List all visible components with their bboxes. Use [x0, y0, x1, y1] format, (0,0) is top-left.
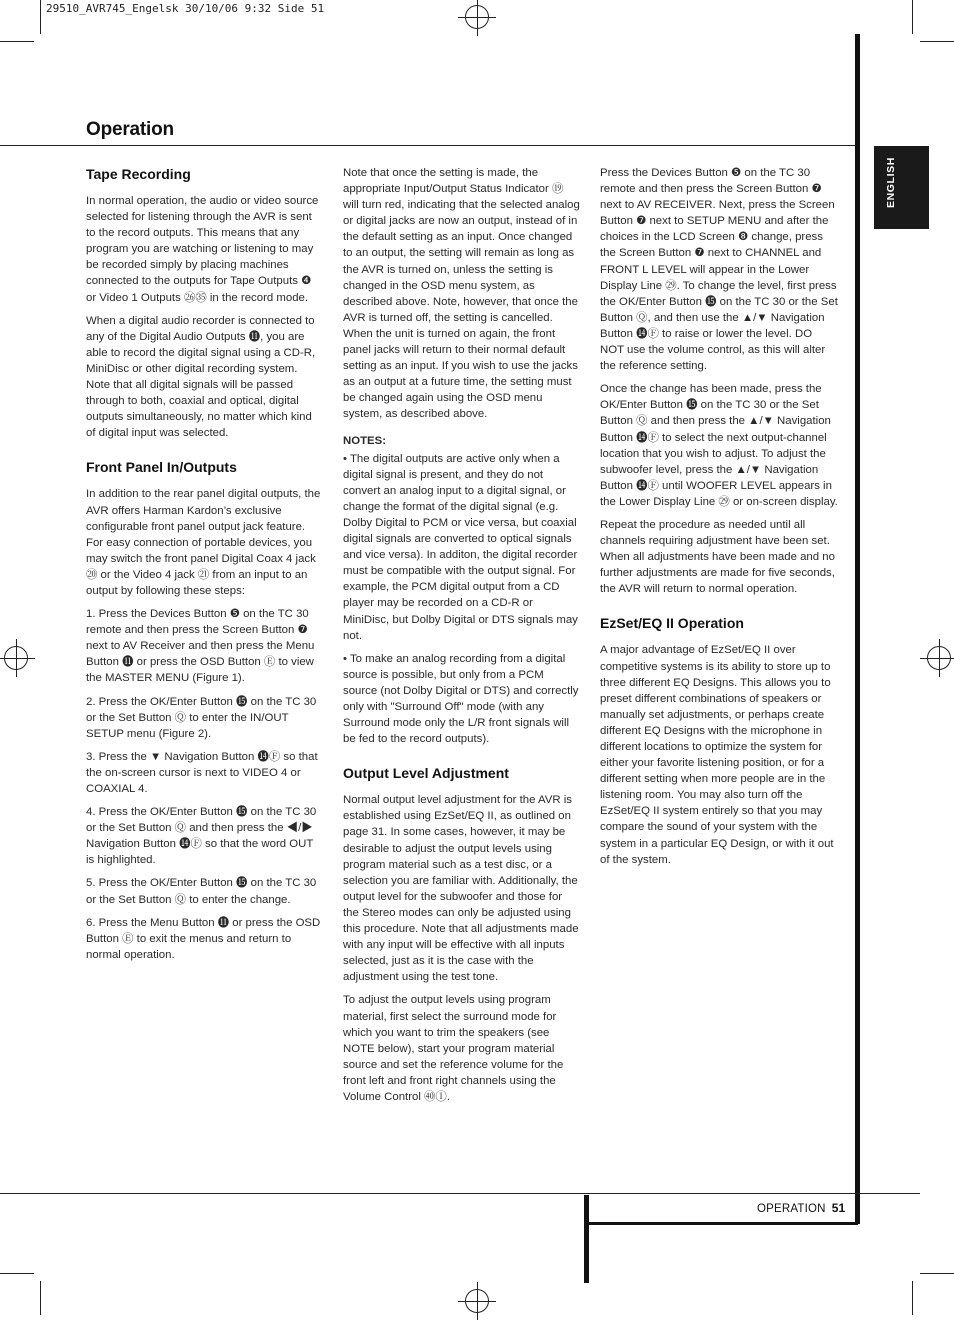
heading-output-level: Output Level Adjustment — [343, 765, 509, 782]
page-edge-bar — [855, 34, 860, 1224]
paragraph: To adjust the output levels using program material, first select the surround mode for which you want to trim the speakers (see NOTE below), start your program material source and set the reference volume for the front left and front right channels using the Volume Control ㊵Ⓘ. — [343, 994, 564, 1103]
page-footer — [757, 1201, 845, 1215]
crop-mark — [0, 41, 34, 42]
crop-mark — [40, 1281, 41, 1315]
registration-mark-icon — [927, 646, 951, 670]
note-1: • The digital outputs are active only when a digital signal is present, and they do not convert an analog input to a digital signal, or change the format of the digital signal (e.g. Dolby Digital to PCM or vice versa, but coaxial digital signals are converted to optical signals and vice versa). In additon, the digital recorder must be compatible with the output signal. For example, the PCM digital output from a CD player may be recorded on a CD-R or MiniDisc, but Dolby Digital or DTS signals may not. — [343, 452, 578, 642]
crop-mark — [40, 0, 41, 34]
step-3: 3. Press the ▼ Navigation Button ⓮Ⓕ so that the on-screen cursor is next to VIDEO 4 or COAXIAL 4. — [86, 750, 318, 795]
crop-mark — [912, 0, 913, 34]
crop-mark — [920, 41, 954, 42]
footer-underline — [586, 1222, 858, 1225]
paragraph: In addition to the rear panel digital outputs, the AVR offers Harman Kardon’s exclusive configurable front panel output jack feature. For easy connection of portable devices, you may switch the front panel Digital Coax 4 jack ⑳ or the Video 4 jack ㉑ from an input to an output by following these steps: — [86, 488, 321, 597]
footer-bar — [584, 1195, 589, 1283]
heading-front-panel: Front Panel In/Outputs — [86, 459, 237, 476]
crop-mark — [0, 1273, 34, 1274]
crop-mark — [912, 1281, 913, 1315]
language-tab — [874, 146, 929, 229]
footer-section: OPERATION — [757, 1203, 826, 1215]
step-1: 1. Press the Devices Button ❺ on the TC 30 remote and then press the Screen Button ❼ next to AV Receiver and then press the Menu Button ⓫ or press the OSD Button Ⓔ to view the MASTER MENU (Figure 1). — [86, 608, 315, 685]
heading-tape-recording: Tape Recording — [86, 166, 191, 182]
step-4: 4. Press the OK/Enter Button ⓯ on the TC 30 or the Set Button Ⓠ and then press the ◀/▶ Navigation Button ⓮Ⓕ so that the word OUT is highlighted. — [86, 806, 317, 867]
step-2: 2. Press the OK/Enter Button ⓯ on the TC 30 or the Set Button Ⓠ to enter the IN/OUT SETUP menu (Figure 2). — [86, 695, 317, 740]
paragraph: Once the change has been made, press the OK/Enter Button ⓯ on the TC 30 or the Set Button Ⓠ and then press the ▲/▼ Navigation Button ⓮Ⓕ to select the next output-channel location that you wish to adjust. To adjust the subwoofer level, press the ▲/▼ Navigation Button ⓮Ⓕ until WOOFER LEVEL appears in the Lower Display Line ㉙ or on-screen display. — [600, 383, 838, 508]
registration-mark-icon — [465, 5, 489, 29]
column-3 — [600, 165, 838, 875]
crop-mark — [920, 1273, 954, 1274]
paragraph: In normal operation, the audio or video source selected for listening through the AVR is sent to the record outputs. This means that any program you are watching or listening to may be recorded simply by placing machines connected to the outputs for Tape Outputs ❹ or Video 1 Outputs ㉖㉟ in the record mode. — [86, 195, 319, 304]
notes-label: NOTES: — [343, 434, 387, 447]
paragraph: Press the Devices Button ❺ on the TC 30 remote and then press the Screen Button ❼ next to AV RECEIVER. Next, press the Screen Button ❼ next to SETUP MENU and after the choices in the LCD Screen ❽ change, press the Screen Button ❼ next to CHANNEL and FRONT L LEVEL will appear in the Lower Display Line ㉙. To change the level, first press the OK/Enter Button ⓯ on the TC 30 or the Set Button Ⓠ, and then use the ▲/▼ Navigation Button ⓮Ⓕ to raise or lower the level. DO NOT use the volume control, as this will alter the reference setting. — [600, 167, 838, 373]
page-number: 51 — [831, 1201, 846, 1215]
column-2 — [343, 165, 581, 1112]
step-5: 5. Press the OK/Enter Button ⓯ on the TC 30 or the Set Button Ⓠ to enter the change. — [86, 877, 317, 906]
language-tab-label: ENGLISH — [885, 157, 897, 208]
column-1 — [86, 165, 324, 970]
registration-mark-icon — [465, 1289, 489, 1313]
print-slug: 29510_AVR745_Engelsk 30/10/06 9:32 Side 51 — [46, 2, 325, 15]
heading-ezset: EzSet/EQ II Operation — [600, 615, 744, 632]
paragraph: Repeat the procedure as needed until all channels requiring adjustment have been set. When all adjustments have been made and no further adjustments are made for five seconds, the AVR will return to normal operation. — [600, 518, 835, 596]
registration-mark-icon — [4, 646, 28, 670]
footer-rule — [0, 1193, 920, 1194]
header-rule — [0, 145, 858, 146]
note-2: • To make an analog recording from a digital source is possible, but only from a PCM source (not Dolby Digital or DTS) and correctly only with "Surround Off" mode (with any Surround mode only the L/R front signals will be fed to the record outputs). — [343, 652, 579, 746]
paragraph: Normal output level adjustment for the AVR is established using EzSet/EQ II, as outlined on page 31. In some cases, however, it may be desirable to adjust the output levels using program material such as a test disc, or a selection you are familiar with. Additionally, the output level for the subwoofer and those for the Stereo modes can only be adjusted using this procedure. Note that all adjustments made with any input will be effective with all inputs selected, just as it is the case with the adjustment using the test tone. — [343, 794, 579, 984]
paragraph: When a digital audio recorder is connected to any of the Digital Audio Outputs ⓫, you are able to record the digital signal using a CD-R, MiniDisc or other digital recording system. Note that all digital signals will be passed through to both, coaxial and optical, digital outputs simultaneously, no matter which kind of digital input was selected. — [86, 314, 316, 440]
step-6: 6. Press the Menu Button ⓫ or press the OSD Button Ⓔ to exit the menus and return to normal operation. — [86, 916, 321, 961]
page-title: Operation — [86, 119, 174, 140]
paragraph: Note that once the setting is made, the appropriate Input/Output Status Indicator ⑲ will turn red, indicating that the selected analog or digital jacks are now an output, instead of in the default setting as an input. Once changed to an output, the setting will remain as long as the AVR is turned on, unless the setting is changed in the OSD menu system, as described above. Note, however, that once the AVR is turned off, the setting is cancelled. When the unit is turned on again, the front panel jacks will return to their normal default setting as an input. If you wish to use the jacks as an output at a future time, the setting must be changed again using the OSD menu system, as described above. — [343, 167, 580, 421]
paragraph: A major advantage of EzSet/EQ II over competitive systems is its ability to store up to three different EQ Designs. This allows you to preset different combinations of speakers or manually set adjustments, or perhaps create different EQ Designs with the microphone in different locations to optimize the system for either your favorite listening position, or for a different setting when more people are in the listening room. You may also turn off the EzSet/EQ II system entirely so that you may compare the sound of your system with the system in a particular EQ Design, or with it out of the system. — [600, 644, 834, 866]
